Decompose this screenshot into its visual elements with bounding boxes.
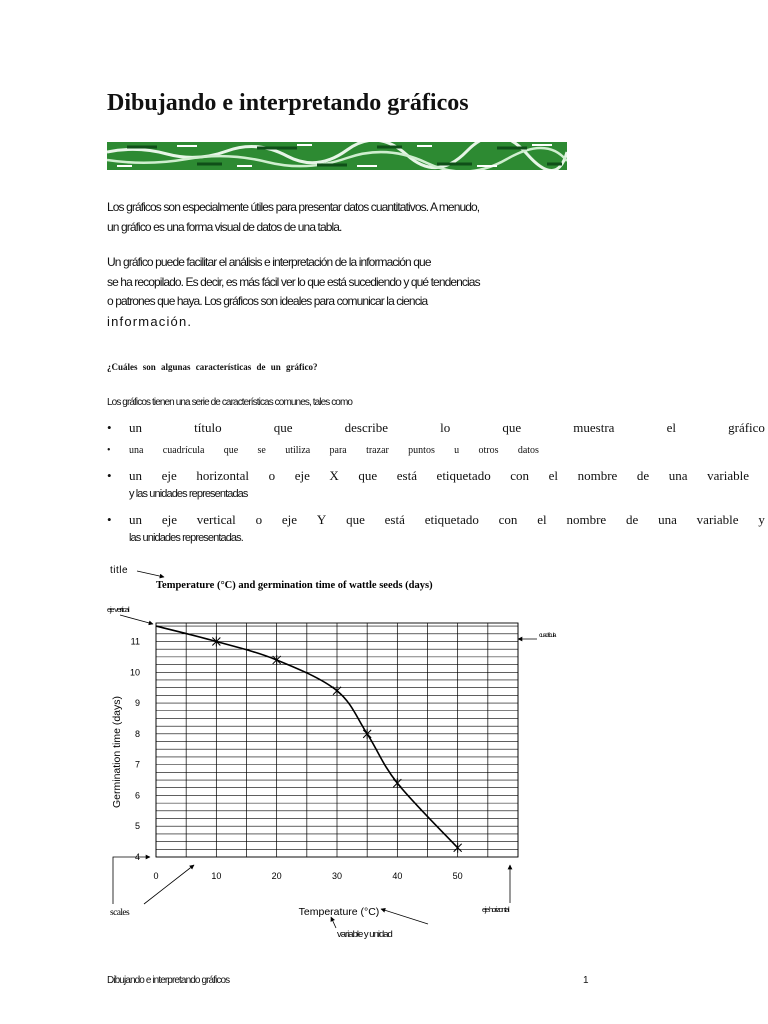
bullet-word: una [668, 468, 688, 483]
bullet-word: utiliza [285, 445, 311, 456]
bullet-word: está [384, 512, 405, 527]
bullet-word: de [625, 512, 639, 527]
annotation-arrow [331, 917, 336, 928]
chart-grid [156, 623, 518, 857]
bullet-word: una [658, 512, 677, 527]
bullet-word: eje [281, 512, 298, 527]
bullet-3-continuation: y las unidades representadas [129, 488, 248, 500]
bullet-word: eje [161, 512, 177, 527]
bullet-word: vertical [196, 512, 236, 527]
x-tick-label: 30 [331, 871, 343, 881]
bullet-word: título [194, 420, 222, 435]
bullet-text [129, 445, 539, 456]
page-number: 1 [583, 975, 589, 986]
bullet-symbol: • [107, 468, 112, 483]
bullet-word: un [129, 468, 142, 483]
bullet-word: trazar [366, 445, 389, 456]
bullet-word: que [346, 512, 365, 527]
bullet-word: el [666, 420, 676, 435]
bullet-word: o [268, 468, 276, 483]
chart-title: Temperature (°C) and germination time of wattle seeds (days) [156, 580, 433, 591]
section-question: ¿Cuáles son algunas características de un gráfico? [107, 362, 318, 372]
bullet-word: el [548, 468, 559, 483]
y-tick-label: 9 [134, 698, 140, 709]
bullet-word: está [396, 468, 417, 483]
bullet-word: puntos [408, 445, 435, 456]
bullet-word: etiquetado [424, 512, 479, 527]
bullet-word: para [329, 445, 347, 456]
x-tick-label: 40 [392, 871, 403, 881]
bullet-text [129, 468, 749, 484]
annotation-arrow [144, 865, 194, 904]
germination-chart [0, 560, 768, 950]
chart-y-label: Germination time (days) [111, 695, 123, 809]
paragraph2-line2: se ha recopilado. Es decir, es más fácil ver lo que está sucediendo y qué tendencias [107, 275, 480, 289]
bullet-word: que [502, 420, 522, 435]
bullet-text [129, 420, 765, 436]
bullet-word: eje [161, 468, 177, 483]
bullet-symbol: • [107, 420, 112, 435]
annotation-scales: scales [110, 908, 130, 918]
y-tick-label: 10 [129, 667, 140, 678]
bullet-word: variable [696, 512, 739, 527]
bullet-word: eje [294, 468, 310, 483]
document-title: Dibujando e interpretando gráficos [107, 90, 469, 116]
bullet-word: muestra [573, 420, 615, 435]
bullet-symbol: • [107, 445, 111, 456]
bullet-word: Y [316, 512, 327, 527]
bullet-word: un [129, 512, 142, 527]
paragraph2-line1: Un gráfico puede facilitar el análisis e interpretación de la información que [107, 255, 431, 269]
bullet-word: describe [344, 420, 388, 435]
annotation-arrow [381, 909, 428, 924]
bullet-word: datos [517, 445, 539, 456]
bullet-word: o [255, 512, 263, 527]
bullet-word: otros [478, 445, 499, 456]
paragraph2-line4: información. [107, 314, 193, 329]
bullet-word: X [329, 468, 339, 483]
bullet-symbol: • [107, 512, 112, 527]
bullet-word: que [358, 468, 378, 483]
y-tick-label: 5 [134, 821, 140, 832]
annotation-title: title [110, 565, 129, 576]
chart-ticks [130, 636, 463, 881]
y-tick-label: 8 [134, 728, 140, 739]
paragraph1-line2: un gráfico es una forma visual de datos de una tabla. [107, 220, 342, 234]
x-tick-label: 50 [452, 871, 463, 881]
bullet-word: etiquetado [436, 468, 491, 483]
bullet-word: de [636, 468, 650, 483]
bullet-word: y [758, 512, 765, 527]
x-tick-label: 0 [153, 871, 159, 881]
bullet-word: el [537, 512, 547, 527]
footer-title: Dibujando e interpretando gráficos [107, 975, 230, 986]
annotation-vertical-axis: eje vertical [107, 605, 129, 614]
bullet-word: horizontal [196, 468, 250, 483]
bullet-word: con [498, 512, 518, 527]
paragraph1-line1: Los gráficos son especialmente útiles para presentar datos cuantitativos. A menudo, [107, 200, 480, 214]
bullet-word: una [129, 445, 144, 456]
data-point [454, 843, 462, 853]
bullet-word: lo [440, 420, 451, 435]
y-tick-label: 4 [134, 852, 140, 862]
y-tick-label: 11 [130, 636, 140, 647]
chart-x-label: Temperature (°C) [298, 906, 380, 918]
data-point [273, 655, 281, 665]
y-tick-label: 7 [134, 759, 140, 770]
annotation-arrow [137, 571, 164, 577]
paragraph2-line3: o patrones que haya. Los gráficos son ideales para comunicar la ciencia [107, 294, 428, 308]
bullet-4-continuation: las unidades representadas. [129, 532, 243, 544]
decorative-banner [107, 142, 567, 170]
bullet-word: nombre [566, 512, 607, 527]
bullet-word: se [257, 445, 266, 456]
annotation-arrow [113, 857, 150, 904]
annotation-horizontal-axis: eje horizontal [482, 905, 509, 914]
bullet-word: que [223, 445, 239, 456]
bullet-word: gráfico [728, 420, 765, 435]
x-tick-label: 10 [211, 871, 222, 881]
bullet-text [129, 512, 765, 528]
bullet-word: variable [707, 468, 749, 483]
annotation-grid: cuadrícula [539, 632, 555, 639]
bullet-word: nombre [577, 468, 618, 483]
bullet-word: un [129, 420, 142, 435]
list-intro: Los gráficos tienen una serie de características comunes, tales como [107, 397, 353, 408]
data-point [333, 686, 341, 696]
x-tick-label: 20 [271, 871, 282, 881]
bullet-word: u [454, 445, 460, 456]
bullet-word: que [273, 420, 293, 435]
data-point [393, 778, 401, 788]
bullet-word: cuadrícula [162, 445, 205, 456]
y-tick-label: 6 [134, 790, 140, 801]
bullet-word: con [510, 468, 530, 483]
annotation-variable-unit: variable y unidad [337, 929, 392, 940]
annotation-arrow [120, 615, 153, 624]
